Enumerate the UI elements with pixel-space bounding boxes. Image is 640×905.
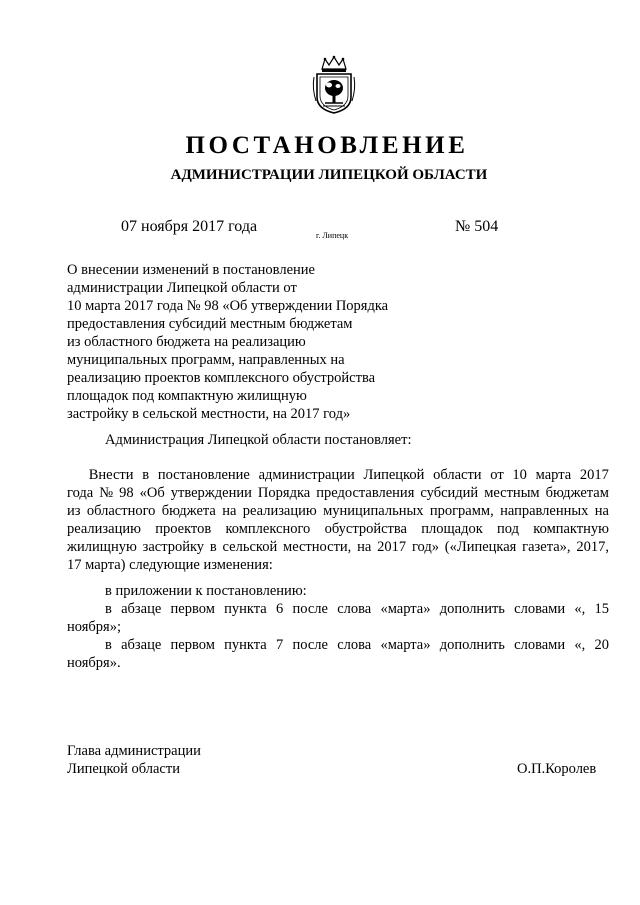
word: «марта» xyxy=(380,601,431,617)
changes-list xyxy=(67,582,609,672)
subject-line: реализацию проектов комплексного обустройства xyxy=(67,370,376,386)
word: 7 xyxy=(275,637,284,653)
word: 2017 xyxy=(377,539,407,555)
word: проектов xyxy=(155,521,212,537)
word: области xyxy=(433,467,482,483)
word: 2017 xyxy=(579,467,609,483)
word: 6 xyxy=(275,601,284,617)
subject-line: муниципальных программ, направленных на xyxy=(67,352,345,368)
word: («Липецкая xyxy=(444,539,517,555)
change-item-2 xyxy=(67,636,609,654)
word: «марта» xyxy=(380,637,431,653)
word: в xyxy=(209,539,217,555)
paragraph-line xyxy=(67,520,609,538)
subject-line: предоставления субсидий местным бюджетам xyxy=(67,316,353,332)
word: в xyxy=(105,601,112,617)
subject-line: площадок под компактную жилищную xyxy=(67,388,307,404)
word: 98 xyxy=(119,485,134,501)
word: на xyxy=(594,503,609,519)
word: после xyxy=(292,601,328,617)
subject-line: застройку в сельской местности, на 2017 год» xyxy=(67,406,351,422)
word: в xyxy=(142,467,150,483)
word: постановление xyxy=(157,467,250,483)
word: на xyxy=(222,503,237,519)
signatory-name: О.П.Королев xyxy=(517,761,597,777)
word: бюджета xyxy=(161,503,216,519)
word: газета», xyxy=(522,539,571,555)
signatory-position-line: Глава администрации xyxy=(67,743,201,759)
change-item-1 xyxy=(67,600,609,618)
word: на xyxy=(357,539,372,555)
word: реализацию xyxy=(242,503,317,519)
signatory-position-line: Липецкой области xyxy=(67,761,180,777)
word: «, xyxy=(574,637,586,653)
word: муниципальных xyxy=(323,503,424,519)
word: площадок xyxy=(421,521,483,537)
coat-of-arms-icon xyxy=(311,55,357,115)
word: 2017, xyxy=(576,539,609,555)
word: под xyxy=(497,521,520,537)
word: предоставления xyxy=(316,485,415,501)
word: абзаце xyxy=(121,601,162,617)
word: в xyxy=(105,637,112,653)
word: после xyxy=(292,637,328,653)
subject-line: администрации Липецкой области от xyxy=(67,280,297,296)
word: реализацию xyxy=(67,521,141,537)
word: 15 xyxy=(594,601,609,617)
word: «, xyxy=(574,601,586,617)
word: застройку xyxy=(142,539,205,555)
word: дополнить xyxy=(439,601,505,617)
resolution-paragraph xyxy=(67,466,609,574)
word: компактную xyxy=(533,521,609,537)
subject-line: О внесении изменений в постановление xyxy=(67,262,315,278)
word: Порядка xyxy=(257,485,311,501)
word: первом xyxy=(170,601,215,617)
resolves-statement: Администрация Липецкой области постановляет: xyxy=(105,432,412,448)
document-title: ПОСТАНОВЛЕНИЕ xyxy=(185,132,469,159)
word: дополнить xyxy=(439,637,505,653)
word: администрации xyxy=(258,467,355,483)
word: первом xyxy=(170,637,215,653)
change-item-2-continued: ноября». xyxy=(67,655,121,671)
word: направленных xyxy=(500,503,589,519)
change-item-1-continued: ноября»; xyxy=(67,619,121,635)
paragraph-line: 17 марта) следующие изменения: xyxy=(67,557,273,573)
paragraph-line xyxy=(67,502,609,520)
document-subtitle: АДМИНИСТРАЦИИ ЛИПЕЦКОЙ ОБЛАСТИ xyxy=(170,167,488,183)
word: «Об xyxy=(139,485,165,501)
word: обустройства xyxy=(324,521,407,537)
subject-line: 10 марта 2017 года № 98 «Об утверждении Порядка xyxy=(67,298,389,314)
word: года xyxy=(67,485,94,501)
word: № xyxy=(99,485,114,501)
changes-intro: в приложении к постановлению: xyxy=(105,583,307,599)
word: от xyxy=(490,467,504,483)
word: из xyxy=(67,503,81,519)
document-subject xyxy=(67,261,427,423)
word: словами xyxy=(514,601,566,617)
paragraph-line xyxy=(67,484,609,502)
word: слова xyxy=(337,637,372,653)
word: слова xyxy=(337,601,372,617)
word: местности, xyxy=(283,539,352,555)
word: комплексного xyxy=(225,521,311,537)
word: утверждении xyxy=(170,485,252,501)
document-date: 07 ноября 2017 года xyxy=(121,218,258,235)
word: местным xyxy=(484,485,540,501)
word: областного xyxy=(86,503,156,519)
paragraph-line xyxy=(67,466,609,484)
word: абзаце xyxy=(121,637,162,653)
word: 10 xyxy=(512,467,527,483)
word: Внести xyxy=(67,467,134,483)
word: 20 xyxy=(594,637,609,653)
word: сельской xyxy=(222,539,278,555)
word: субсидий xyxy=(420,485,479,501)
subject-line: из областного бюджета на реализацию xyxy=(67,334,306,350)
word: пункта xyxy=(224,601,267,617)
word: год» xyxy=(411,539,439,555)
document-number: № 504 xyxy=(455,218,499,235)
document-city: г. Липецк xyxy=(316,231,349,240)
word: Липецкой xyxy=(363,467,425,483)
word: пункта xyxy=(224,637,267,653)
signatory-position xyxy=(67,742,201,778)
word: марта xyxy=(535,467,572,483)
word: программ, xyxy=(429,503,494,519)
paragraph-line xyxy=(67,538,609,556)
word: бюджетам xyxy=(545,485,609,501)
word: словами xyxy=(514,637,566,653)
word: жилищную xyxy=(67,539,137,555)
